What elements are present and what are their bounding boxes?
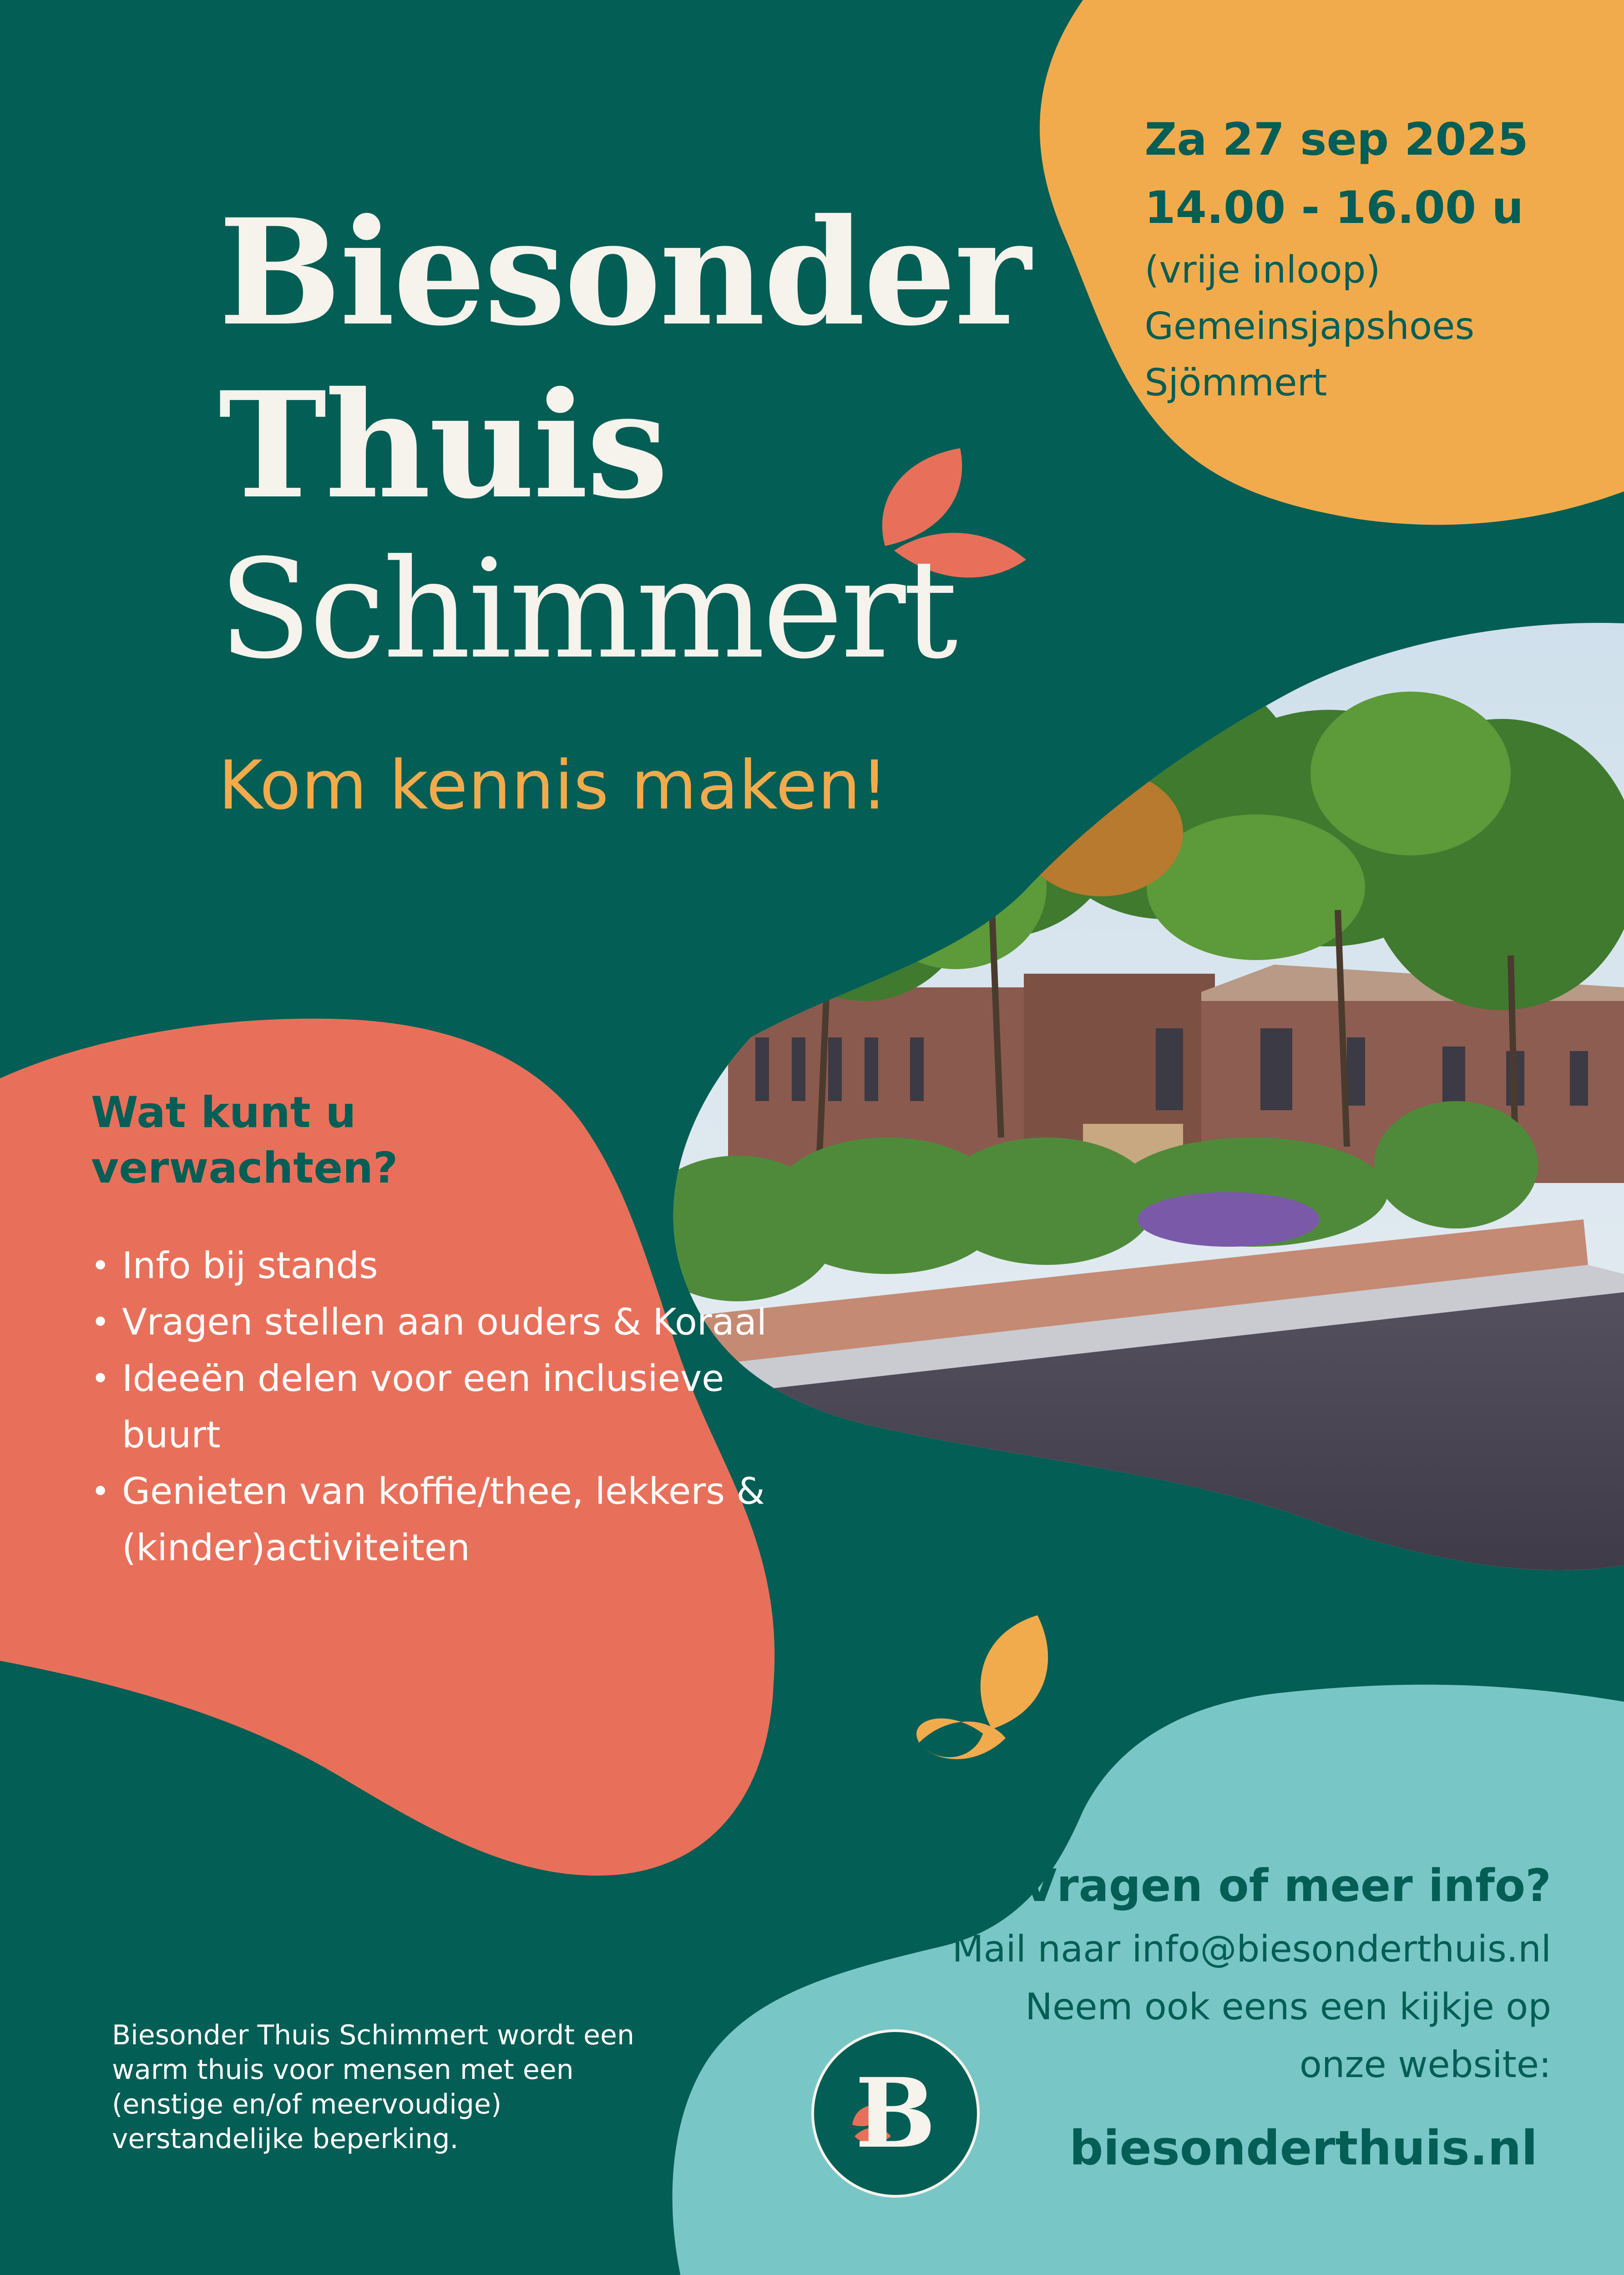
event-info <box>1144 106 1528 411</box>
expect-heading: Wat kunt u verwachten? <box>91 1088 398 1193</box>
b-logo-icon <box>809 2027 982 2200</box>
list-item: • Vragen stellen aan ouders & Koraal <box>91 1294 804 1350</box>
contact-mail[interactable]: Mail naar info@biesonderthuis.nl <box>952 1928 1551 1970</box>
contact-line-3: onze website: <box>1299 2043 1551 2086</box>
title-line-3: Schimmert <box>218 530 956 689</box>
event-note: (vrije inloop) <box>1144 248 1381 292</box>
list-item: • Genieten van koffie/thee, lekkers & (kinder)activiteiten <box>91 1463 804 1576</box>
event-time: 14.00 - 16.00 u <box>1144 182 1524 234</box>
logo-letter: B <box>855 2057 936 2169</box>
event-date: Za 27 sep 2025 <box>1144 114 1528 166</box>
title-line-2: Thuis <box>218 360 667 531</box>
list-item: • Ideeën delen voor een inclusieve buurt <box>91 1350 804 1463</box>
tagline: Kom kennis maken! <box>218 746 889 824</box>
expect-list <box>91 1238 804 1576</box>
contact-heading: Vragen of meer info? <box>1022 1860 1551 1912</box>
event-venue-line1: Gemeinsjapshoes <box>1144 305 1475 348</box>
contact-line-2: Neem ook eens een kijkje op <box>1025 1986 1551 2028</box>
list-item: • Info bij stands <box>91 1238 804 1294</box>
event-venue-line2: Sjömmert <box>1144 361 1327 404</box>
title-line-1: Biesonder <box>218 187 1029 358</box>
about-text: Biesonder Thuis Schimmert wordt een warm thuis voor mensen met een (enstige en/of meervoudige) verstandelijke beperking. <box>112 2019 634 2155</box>
leaf-icon <box>916 1615 1048 1759</box>
website-link[interactable]: biesonderthuis.nl <box>1069 2120 1538 2176</box>
